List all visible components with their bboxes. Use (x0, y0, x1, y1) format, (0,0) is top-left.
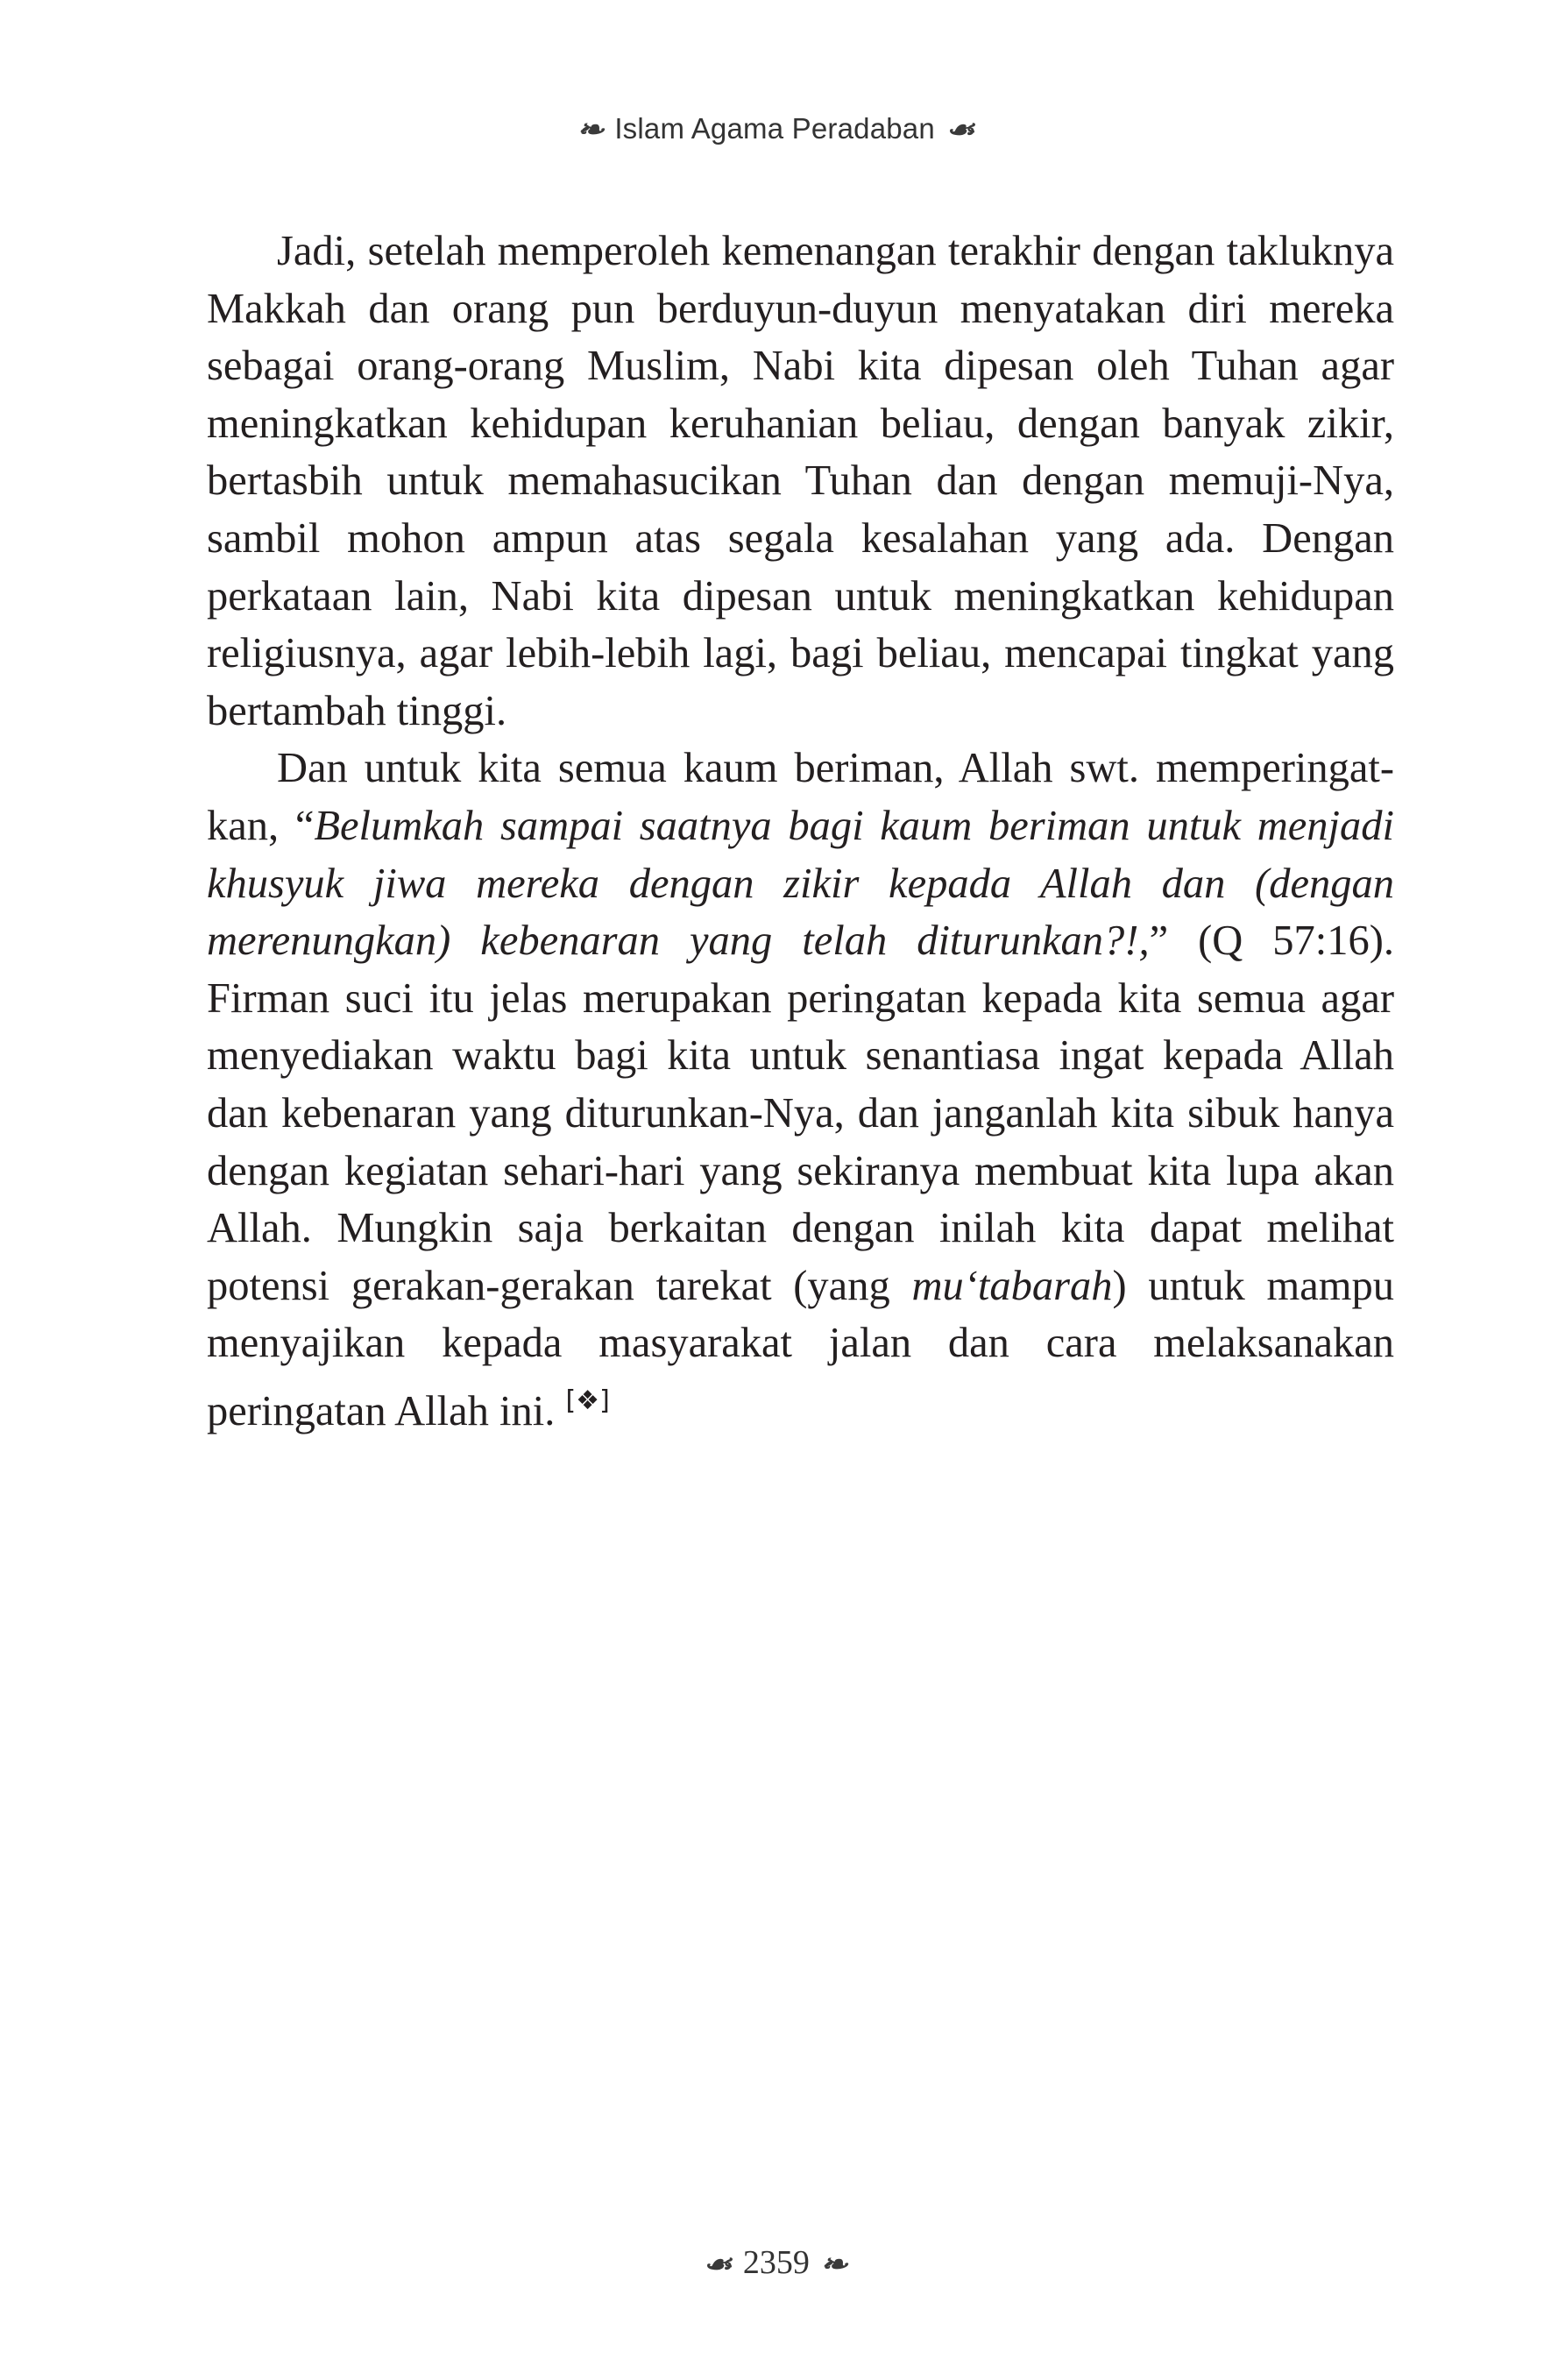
page-footer (0, 2243, 1551, 2282)
paragraph-2-ending: ) untuk mampu menyajikan kepada masyarakat jalan dan cara melaksanakan peringatan Allah ini. (207, 1262, 1394, 1434)
italic-term: mu‘tabarah (911, 1262, 1113, 1309)
body-text (207, 223, 1394, 1440)
quran-quote: Belumkah sampai saatnya bagi kaum beriman untuk menjadi khusyuk jiwa mereka dengan zikir kepada Allah dan (dengan merenungkan) kebenaran yang telah diturunkan?!, (207, 802, 1395, 965)
footer-ornament-right-icon: ❧ (820, 2249, 848, 2280)
end-mark-icon: [❖] (565, 1385, 610, 1416)
ornament-right-icon: ☙ (945, 115, 975, 145)
page-number: 2359 (742, 2244, 810, 2281)
book-title: Islam Agama Peradaban (614, 112, 935, 145)
footer-ornament-left-icon: ☙ (703, 2249, 733, 2280)
paragraph-2-intro: Dan untuk kita semua kaum beriman, Allah swt. memperingatkan, “ (207, 745, 1394, 849)
ornament-left-icon: ❧ (576, 115, 605, 145)
paragraph-1: Jadi, setelah memperoleh kemenangan terakhir dengan takluknya Makkah dan orang pun berduyun-duyun menyatakan diri mereka sebagai orang-orang Muslim, Nabi kita dipesan oleh Tuhan agar meningkatkan kehidupan keruhanian beliau, dengan banyak zikir, bertasbih untuk memahasucikan Tuhan dan dengan memuji-Nya, sambil mohon ampun atas segala kesalahan yang ada. Dengan perkataan lain, Nabi kita dipesan untuk meningkatkan kehidupan religiusnya, agar lebih-lebih lagi, bagi beliau, mencapai tingkat yang bertambah tinggi. (207, 228, 1394, 734)
paragraph-2-citation: ” (Q 57:16). Firman suci itu jelas merupakan peringatan kepada kita semua agar menyediakan waktu bagi kita untuk senantiasa ingat kepada Allah dan kebenaran yang diturunkan-Nya, dan janganlah kita sibuk hanya dengan kegiatan sehari-hari yang sekiranya membuat kita lupa akan Allah. Mungkin saja berkaitan dengan inilah kita dapat melihat potensi gerakan-gerakan tarekat (yang (207, 917, 1394, 1309)
paragraph-2 (207, 740, 1394, 1440)
running-header (0, 112, 1551, 145)
